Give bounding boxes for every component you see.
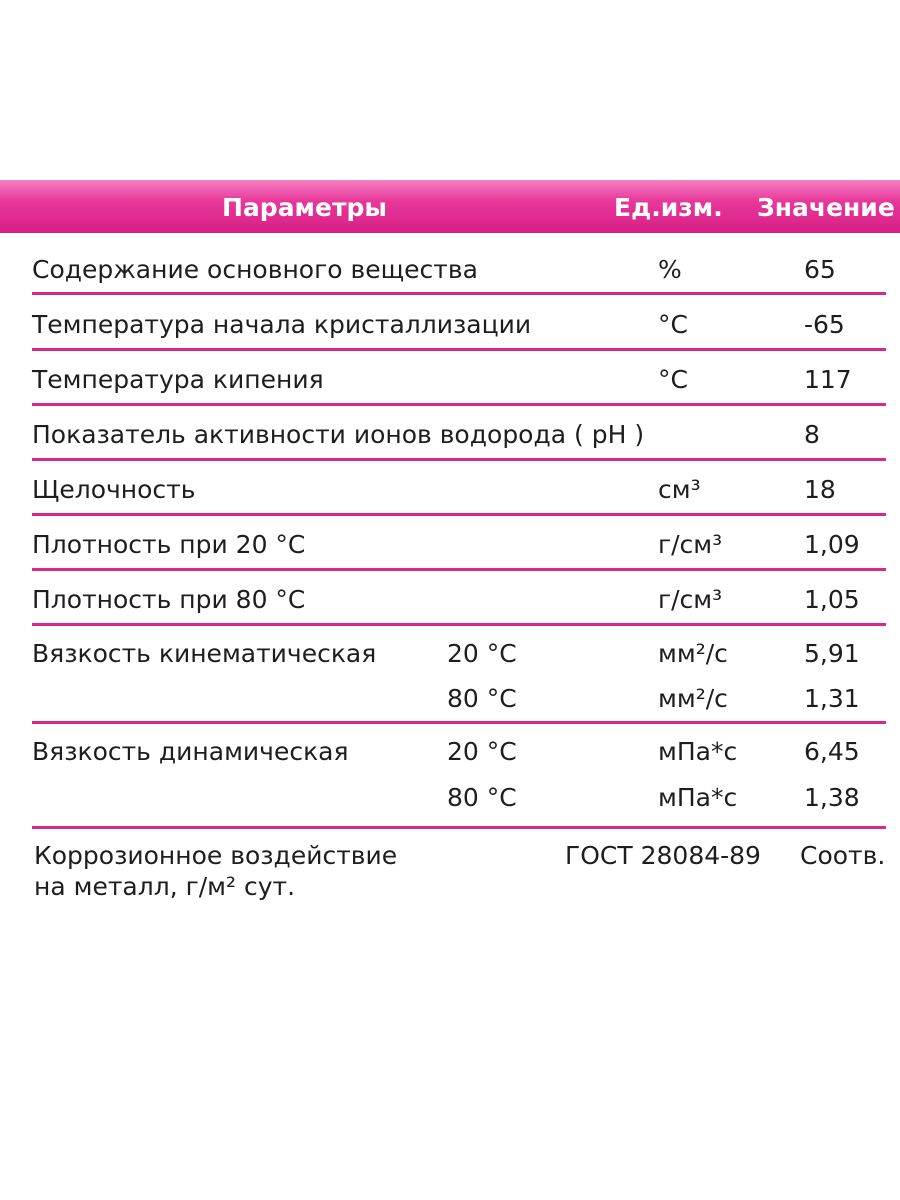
header-value: Значение xyxy=(757,193,895,222)
header-unit: Ед.изм. xyxy=(614,193,723,222)
row-name: Плотность при 20 °C xyxy=(32,530,306,559)
row-unit: см³ xyxy=(658,475,701,504)
row-temperature: 20 °C xyxy=(447,639,517,668)
corrosion-label xyxy=(34,840,397,902)
row-divider xyxy=(32,458,886,461)
row-divider xyxy=(32,292,886,295)
row-name: Содержание основного вещества xyxy=(32,255,478,284)
row-divider xyxy=(32,623,886,626)
row-value: 18 xyxy=(804,475,836,504)
row-divider xyxy=(32,568,886,571)
row-value: 1,38 xyxy=(804,783,860,812)
row-divider xyxy=(32,826,886,829)
row-unit: °C xyxy=(658,310,688,339)
row-name: Показатель активности ионов водорода ( pH ) xyxy=(32,420,645,449)
row-unit: мПа*с xyxy=(658,737,738,766)
row-divider xyxy=(32,721,886,724)
corrosion-label-line1: Коррозионное воздействие xyxy=(34,841,398,870)
row-unit: мм²/с xyxy=(658,639,728,668)
row-value: 1,09 xyxy=(804,530,860,559)
row-value: 6,45 xyxy=(804,737,860,766)
row-name: Вязкость динамическая xyxy=(32,737,349,766)
row-name: Температура начала кристаллизации xyxy=(32,310,532,339)
row-value: 8 xyxy=(804,420,820,449)
row-unit: г/см³ xyxy=(658,585,723,614)
row-value: 1,05 xyxy=(804,585,860,614)
row-value: 65 xyxy=(804,255,836,284)
row-unit: мм²/с xyxy=(658,684,728,713)
row-unit: мПа*с xyxy=(658,783,738,812)
row-unit: % xyxy=(658,255,682,284)
corrosion-value: Соотв. xyxy=(800,841,886,870)
row-name: Плотность при 80 °C xyxy=(32,585,306,614)
header-parameters: Параметры xyxy=(222,193,387,222)
row-divider xyxy=(32,348,886,351)
row-unit: °C xyxy=(658,365,688,394)
row-value: 1,31 xyxy=(804,684,860,713)
row-value: 5,91 xyxy=(804,639,860,668)
row-temperature: 80 °C xyxy=(447,783,517,812)
corrosion-label-line2: на металл, г/м² сут. xyxy=(34,872,296,901)
row-temperature: 80 °C xyxy=(447,684,517,713)
row-name: Температура кипения xyxy=(32,365,324,394)
row-value: 117 xyxy=(804,365,852,394)
corrosion-standard: ГОСТ 28084-89 xyxy=(565,841,761,870)
row-divider xyxy=(32,513,886,516)
row-name: Вязкость кинематическая xyxy=(32,639,377,668)
row-unit: г/см³ xyxy=(658,530,723,559)
row-divider xyxy=(32,403,886,406)
row-name: Щелочность xyxy=(32,475,196,504)
row-value: -65 xyxy=(804,310,845,339)
row-temperature: 20 °C xyxy=(447,737,517,766)
